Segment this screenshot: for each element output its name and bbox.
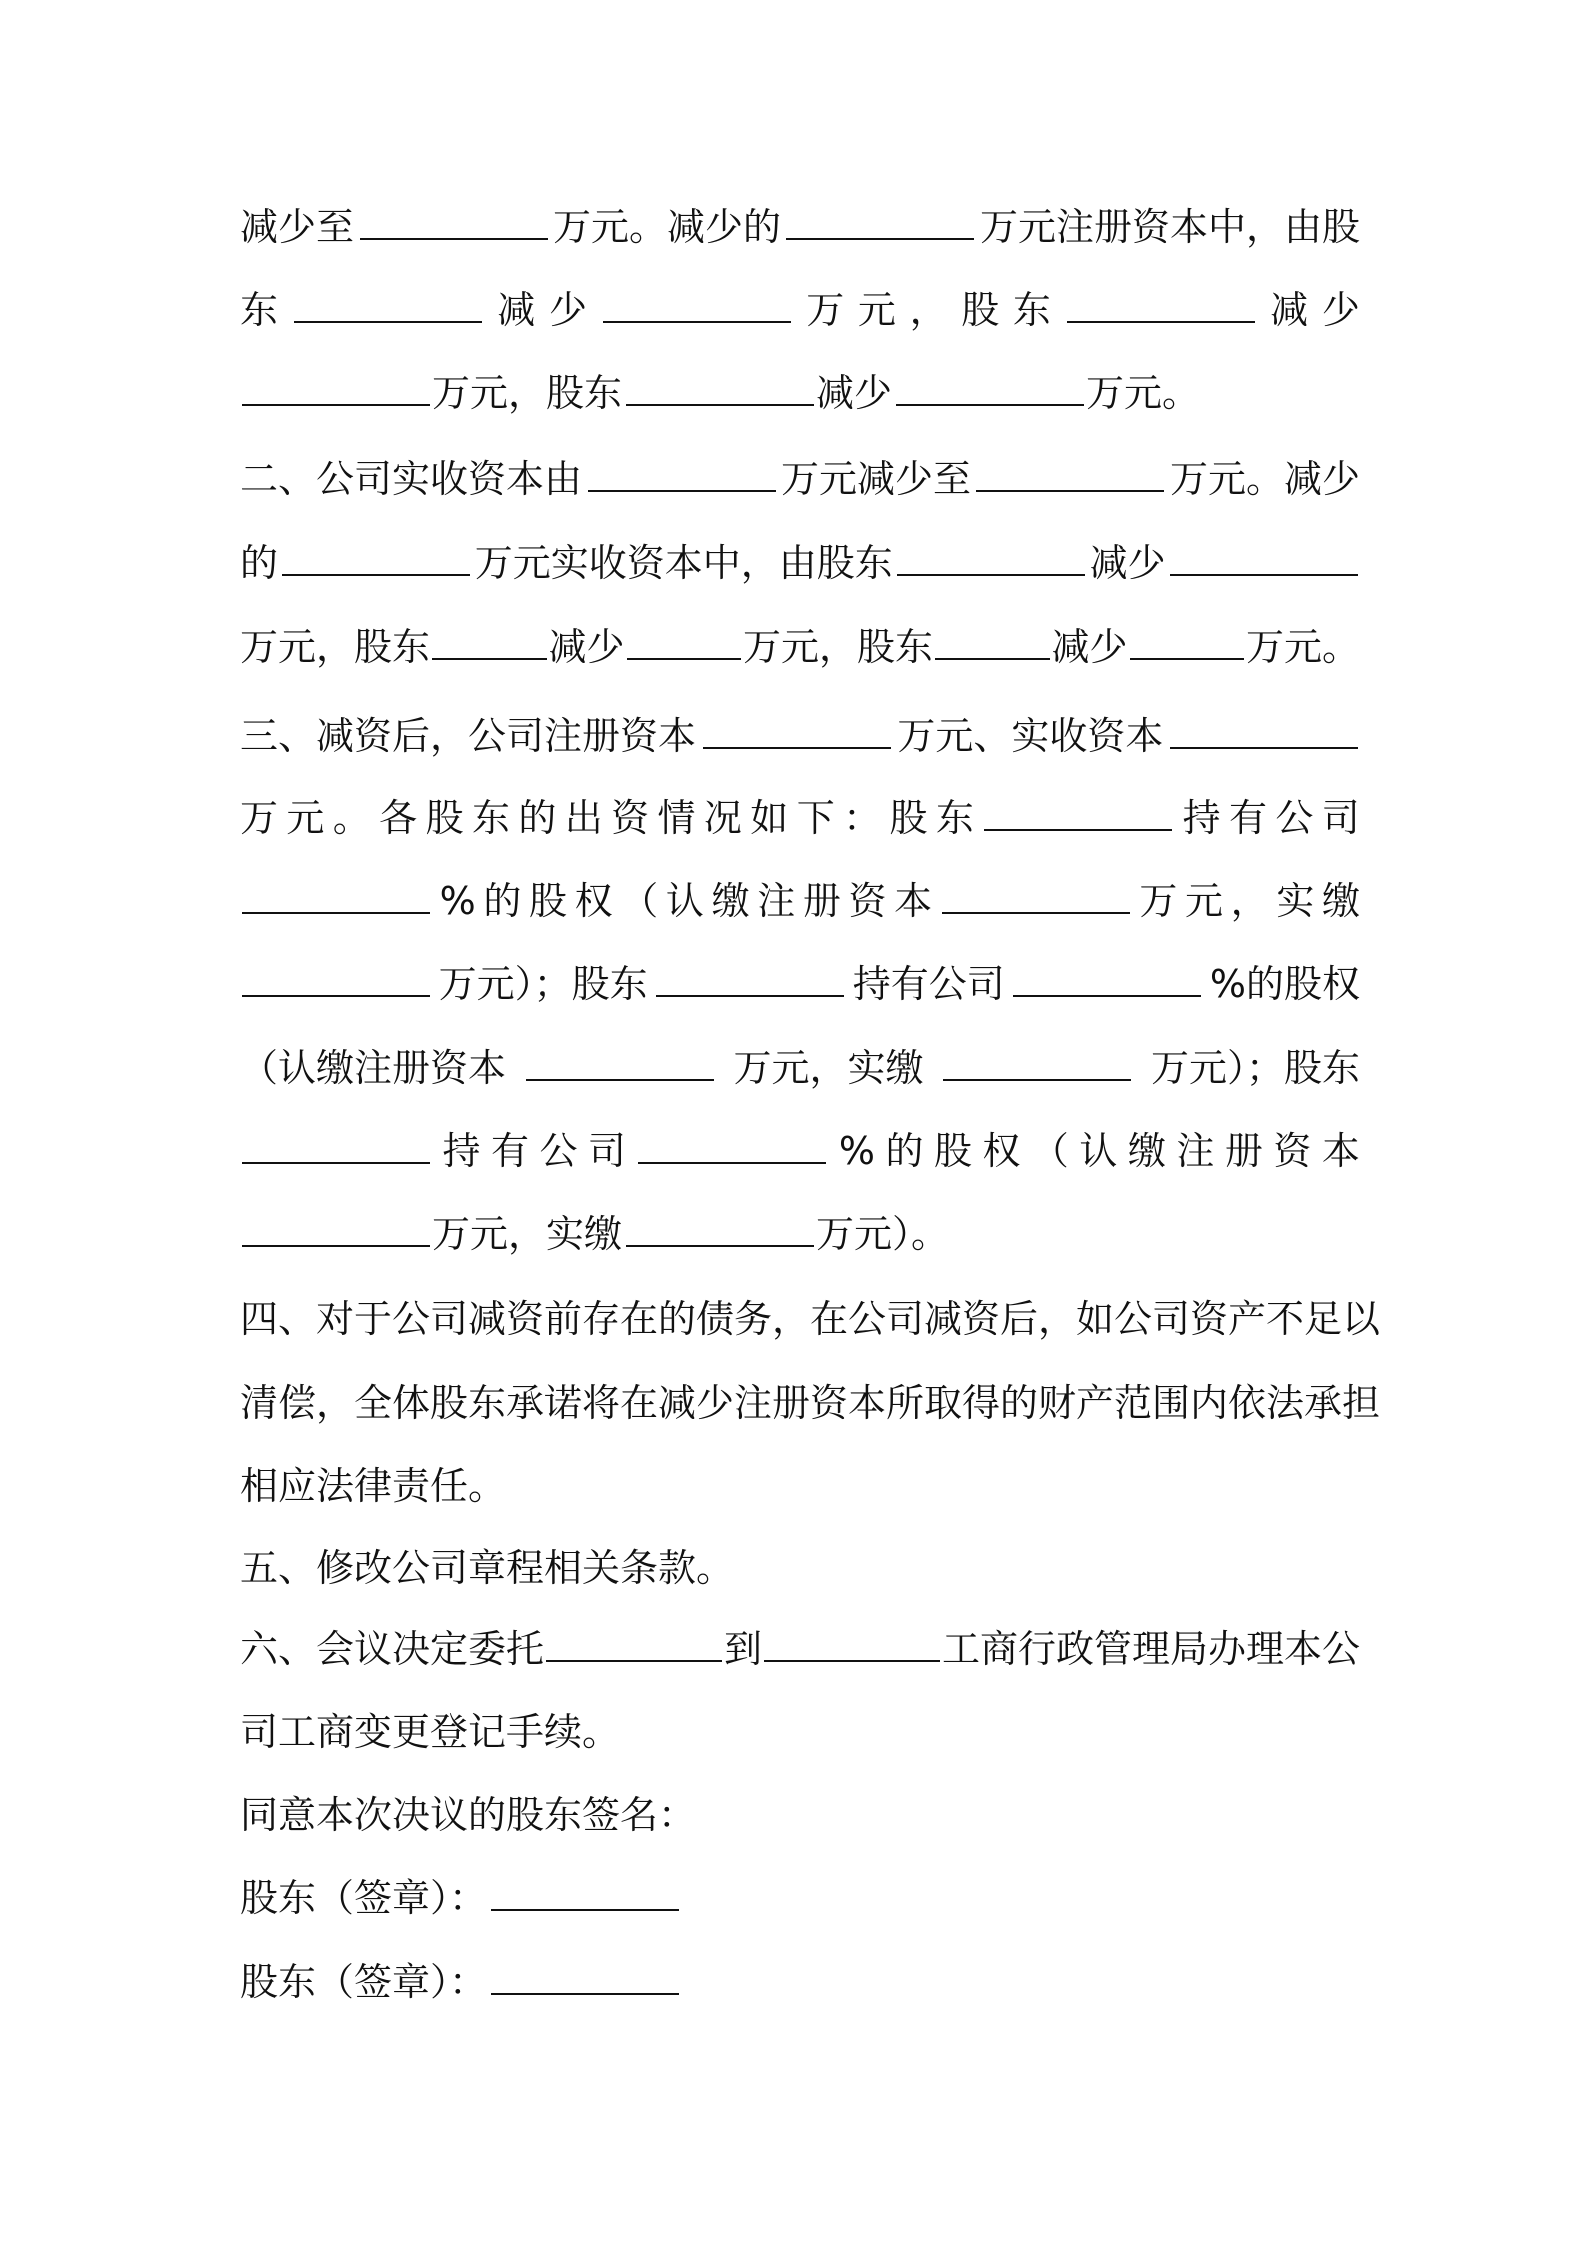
fill-in-blank[interactable] [764,1626,940,1662]
text-segment: 实 [1276,879,1315,923]
fill-in-blank[interactable] [897,540,1085,576]
text-segment: 减少至 [240,205,355,249]
text-segment: （ [620,879,659,923]
text-segment: 资 [611,796,650,840]
text-segment: 减 [497,288,536,332]
text-segment: 东 [935,796,974,840]
text-segment: 的 [885,1129,924,1173]
text-segment: 万元，实缴 [432,1212,623,1256]
line-9 [240,869,1360,933]
text-segment: 认 [1079,1129,1118,1173]
fill-in-blank[interactable] [1170,540,1358,576]
text-segment: 万元）；股东 [438,962,648,1006]
line-20 [240,1783,1360,1847]
text-segment: 万元）；股东 [1150,1046,1360,1090]
text-segment: 本 [1321,1129,1360,1173]
fill-in-blank[interactable] [703,713,891,749]
line-6 [240,615,1360,679]
text-segment: 减少 [1089,541,1166,585]
fill-in-blank[interactable] [656,961,844,997]
text-segment: 出 [564,796,603,840]
line-14 [240,1287,1381,1351]
text-segment: 下 [796,796,835,840]
line-22 [240,1950,1360,2014]
text-segment: 东 [471,796,510,840]
text-segment: 。 [332,796,371,840]
text-segment: 五、修改公司章程相关条款。 [240,1546,735,1590]
fill-in-blank[interactable] [935,624,1049,660]
fill-in-blank[interactable] [360,204,548,240]
fill-in-blank[interactable] [1013,961,1201,997]
text-segment: %的股权 [1209,962,1360,1006]
text-segment: 注 [1176,1129,1215,1173]
text-segment: 司 [587,1129,626,1173]
text-segment: 司 [1321,796,1360,840]
text-segment: 股 [961,288,1000,332]
line-1 [240,195,1360,259]
text-segment: 万元，实缴 [733,1046,924,1090]
text-segment: 缴 [711,879,750,923]
text-segment: 册 [1224,1129,1263,1173]
text-segment: 情 [657,796,696,840]
fill-in-blank[interactable] [242,961,430,997]
text-segment: 公 [1275,796,1314,840]
text-segment: % [838,1129,875,1173]
fill-in-blank[interactable] [242,1128,430,1164]
text-segment: ： [843,796,882,840]
fill-in-blank[interactable] [432,624,546,660]
fill-in-blank[interactable] [491,1959,679,1995]
text-segment: 有 [490,1129,529,1173]
text-segment: 司工商变更登记手续。 [240,1710,621,1754]
line-11 [240,1036,1360,1100]
fill-in-blank[interactable] [1067,287,1255,323]
fill-in-blank[interactable] [942,878,1130,914]
text-segment: 持 [442,1129,481,1173]
text-segment: 认 [665,879,704,923]
fill-in-blank[interactable] [786,204,974,240]
text-segment: 东 [240,288,279,332]
fill-in-blank[interactable] [546,1626,722,1662]
fill-in-blank[interactable] [242,878,430,914]
text-segment: 同意本次决议的股东签名： [240,1793,697,1837]
text-segment: （ [1030,1129,1069,1173]
text-segment: 清偿，全体股东承诺将在减少注册资本所取得的财产范围内依法承担 [240,1381,1381,1425]
line-2 [240,278,1360,342]
text-segment: 资 [848,879,887,923]
text-segment: ， [909,288,948,332]
text-segment: 万元实收资本中，由股东 [474,541,893,585]
line-18 [240,1617,1360,1681]
text-segment: 本 [894,879,933,923]
fill-in-blank[interactable] [896,370,1084,406]
text-segment: 股 [889,796,928,840]
fill-in-blank[interactable] [943,1045,1131,1081]
text-segment: 四、对于公司减资前存在的债务，在公司减资后，如公司资产不足以 [240,1297,1381,1341]
line-16 [240,1454,1360,1518]
text-segment: 减 [1270,288,1309,332]
line-13 [240,1202,1360,1266]
line-8 [240,786,1360,850]
text-segment: 万 [1139,879,1178,923]
text-segment: 三、减资后，公司注册资本 [240,714,697,758]
text-segment: % [439,879,476,923]
text-segment: 股 [529,879,568,923]
text-segment: 缴 [1321,879,1360,923]
text-segment: 持 [1182,796,1221,840]
line-19 [240,1700,1360,1764]
text-segment: 工商行政管理局办理本公 [941,1627,1360,1671]
text-segment: 元 [286,796,325,840]
text-segment: 公 [539,1129,578,1173]
text-segment: 各 [379,796,418,840]
text-segment: 权 [574,879,613,923]
text-segment: 少 [548,288,587,332]
fill-in-blank[interactable] [526,1045,714,1081]
fill-in-blank[interactable] [588,456,776,492]
text-segment: 减少 [1051,625,1128,669]
text-segment: 万元，股东 [743,625,934,669]
text-segment: 东 [1012,288,1051,332]
text-segment: 万元，股东 [432,371,623,415]
line-3 [240,361,1360,425]
fill-in-blank[interactable] [491,1875,679,1911]
text-segment: 的 [518,796,557,840]
line-4 [240,447,1360,511]
line-12 [240,1119,1360,1183]
fill-in-blank[interactable] [294,287,482,323]
text-segment: 万元、实收资本 [897,714,1164,758]
text-segment: 有 [1229,796,1268,840]
text-segment: 万元。 [1086,371,1201,415]
text-segment: 万 [806,288,845,332]
text-segment: 股 [933,1129,972,1173]
text-segment: ， [1230,879,1269,923]
text-segment: 持有公司 [852,962,1005,1006]
text-segment: 到 [723,1627,762,1671]
text-segment: 万元。减少的 [552,205,781,249]
line-5 [240,531,1360,595]
fill-in-blank[interactable] [282,540,470,576]
text-segment: 资 [1273,1129,1312,1173]
text-segment: 相应法律责任。 [240,1464,507,1508]
text-segment: 如 [750,796,789,840]
text-segment: 元 [857,288,896,332]
fill-in-blank[interactable] [626,370,814,406]
fill-in-blank[interactable] [603,287,791,323]
line-17 [240,1536,1360,1600]
text-segment: 万元）。 [816,1212,950,1256]
text-segment: 减少 [548,625,625,669]
fill-in-blank[interactable] [242,1211,430,1247]
text-segment: 元 [1185,879,1224,923]
text-segment: 股 [425,796,464,840]
fill-in-blank[interactable] [638,1128,826,1164]
text-segment: 万元注册资本中，由股 [979,205,1360,249]
line-15 [240,1371,1381,1435]
fill-in-blank[interactable] [1130,624,1244,660]
line-10 [240,952,1360,1016]
line-21 [240,1866,1360,1930]
text-segment: 万元减少至 [780,457,971,501]
fill-in-blank[interactable] [984,795,1172,831]
text-segment: 二、公司实收资本由 [240,457,583,501]
fill-in-blank[interactable] [626,1211,814,1247]
text-segment: 万元。 [1246,625,1361,669]
text-segment: 的 [483,879,522,923]
text-segment: 的 [240,541,279,585]
fill-in-blank[interactable] [627,624,741,660]
text-segment: （认缴注册资本 [240,1046,507,1090]
text-segment: 少 [1321,288,1360,332]
text-segment: 六、会议决定委托 [240,1627,545,1671]
fill-in-blank[interactable] [1170,713,1358,749]
text-segment: 注 [757,879,796,923]
text-segment: 减少 [816,371,893,415]
line-7 [240,704,1360,768]
fill-in-blank[interactable] [976,456,1164,492]
text-segment: 册 [802,879,841,923]
text-segment: 股东（签章）： [240,1876,488,1920]
text-segment: 万 [240,796,279,840]
fill-in-blank[interactable] [242,370,430,406]
text-segment: 万元。减少 [1169,457,1360,501]
text-segment: 权 [982,1129,1021,1173]
text-segment: 缴 [1127,1129,1166,1173]
text-segment: 况 [703,796,742,840]
text-segment: 股东（签章）： [240,1960,488,2004]
text-segment: 万元，股东 [240,625,431,669]
